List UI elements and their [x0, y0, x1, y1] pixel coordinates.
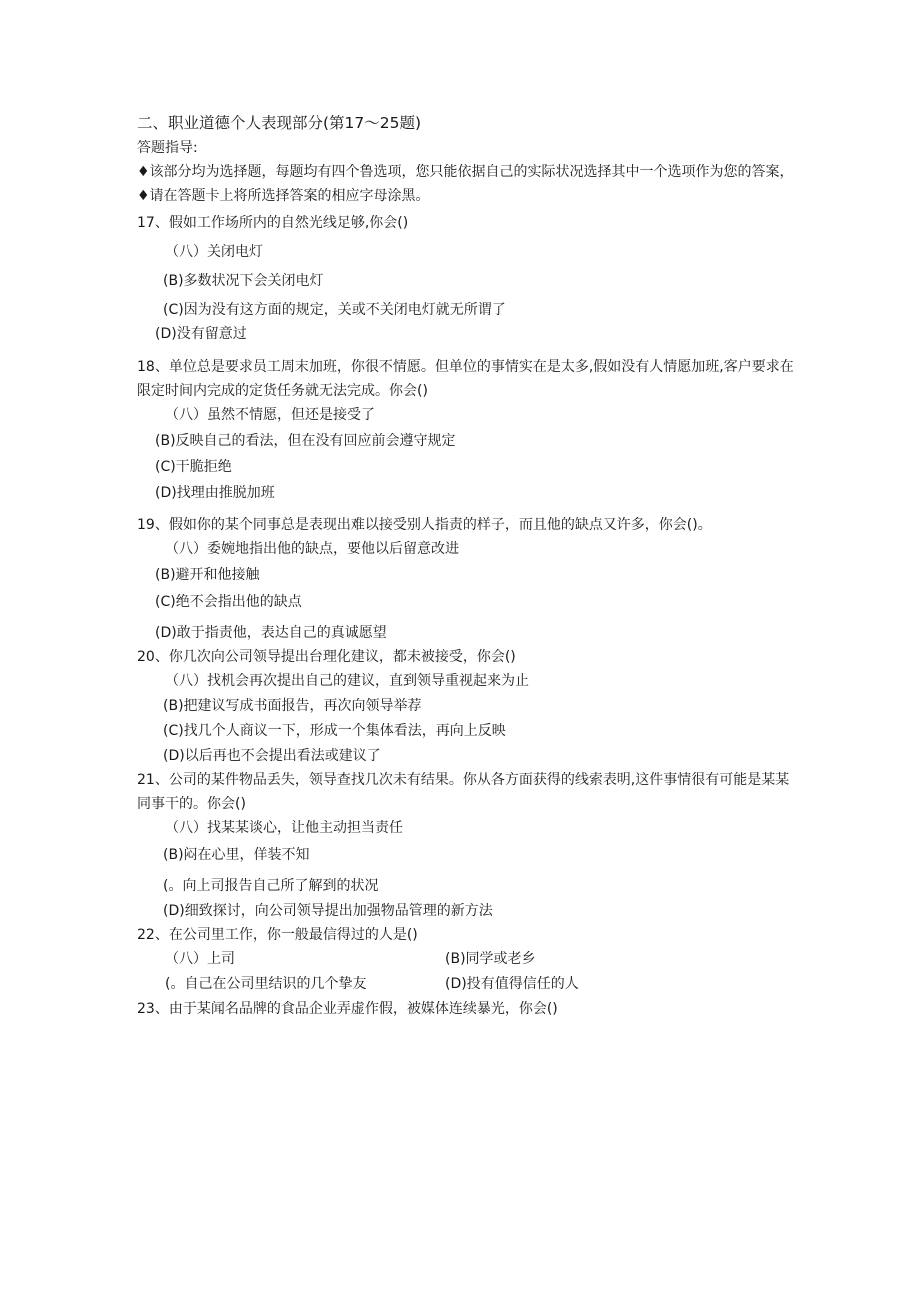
option-d: (D)没有留意过	[155, 326, 247, 342]
section-title: 二、职业道德个人表现部分(第17〜25题)	[137, 114, 422, 132]
guide-label: 答题指导:	[137, 140, 198, 156]
option-d: (D)以后再也不会提出看法或建议了	[163, 748, 381, 764]
option-c: (。自己在公司里结识的几个挚友	[165, 976, 367, 992]
option-b: (B)反映自己的看法，但在没有回应前会遵守规定	[155, 433, 456, 449]
option-a: （八）虽然不情愿，但还是接受了	[165, 407, 375, 423]
question-22	[137, 923, 797, 996]
option-c: (C)绝不会指出他的缺点	[155, 594, 302, 610]
option-d: (D)投有值得信任的人	[445, 976, 579, 992]
option-b: (B)把建议写成书面报告，再次向领导举荐	[163, 698, 422, 714]
option-b: (B)多数状况下会关闭电灯	[163, 273, 324, 289]
option-b: (B)避开和他接触	[155, 567, 260, 583]
option-b: (B)同学或老乡	[445, 951, 536, 967]
option-d: (D)敢于指责他，表达自己的真诚愿望	[155, 625, 387, 641]
question-text: 21、公司的某件物品丢失，领导查找几次未有结果。你从各方面获得的线索表明,这件事情很有可能是某某同事干的。你会()	[137, 772, 790, 812]
option-c: (C)因为没有这方面的规定，关或不关闭电灯就无所谓了	[163, 302, 506, 318]
option-a: （八）关闭电灯	[165, 244, 263, 260]
question-17	[137, 211, 797, 346]
option-c: (C)干脆拒绝	[155, 459, 232, 475]
guide-item: ♦该部分均为选择题，每题均有四个鲁选项，您只能依据自己的实际状况选择其中一个选项作为您的答案，	[137, 164, 794, 180]
option-c: (。向上司报告自己所了解到的状况	[163, 878, 379, 894]
question-18	[137, 355, 797, 505]
question-23	[137, 997, 797, 1021]
question-text: 20、你几次向公司领导提出台理化建议，都未被接受，你会()	[137, 649, 516, 665]
question-19	[137, 513, 797, 645]
option-d: (D)细致探讨，向公司领导提出加强物品管理的新方法	[163, 903, 493, 919]
option-a: （八）委婉地指出他的缺点，要他以后留意改进	[165, 541, 459, 557]
question-21	[137, 768, 797, 923]
option-row	[137, 972, 797, 996]
question-text: 17、假如工作场所内的自然光线足够,你会()	[137, 215, 409, 231]
question-text: 22、在公司里工作，你一般最信得过的人是()	[137, 927, 418, 943]
option-a: （八）找机会再次提出自己的建议，直到领导重视起来为止	[165, 673, 529, 689]
question-20	[137, 645, 797, 768]
question-text: 19、假如你的某个同事总是表现出难以接受别人指责的样子，而且他的缺点又许多，你会()。	[137, 517, 712, 533]
question-text: 18、单位总是要求员工周末加班，你很不情愿。但单位的事情实在是太多,假如没有人情愿加班,客户要求在限定时间内完成的定货任务就无法完成。你会()	[137, 359, 794, 399]
option-d: (D)找理由推脱加班	[155, 485, 275, 501]
document-content	[137, 110, 797, 1021]
option-a: （八）上司	[165, 951, 235, 967]
option-row	[137, 947, 797, 971]
question-text: 23、由于某闻名品牌的食品企业弄虚作假，被媒体连续暴光，你会()	[137, 1001, 558, 1017]
guide-item: ♦请在答题卡上将所选择答案的相应字母涂黑。	[137, 188, 430, 204]
option-a: （八）找某某谈心，让他主动担当责任	[165, 820, 403, 836]
option-b: (B)闷在心里，佯装不知	[163, 847, 310, 863]
option-c: (C)找几个人商议一下，形成一个集体看法，再向上反映	[163, 723, 506, 739]
